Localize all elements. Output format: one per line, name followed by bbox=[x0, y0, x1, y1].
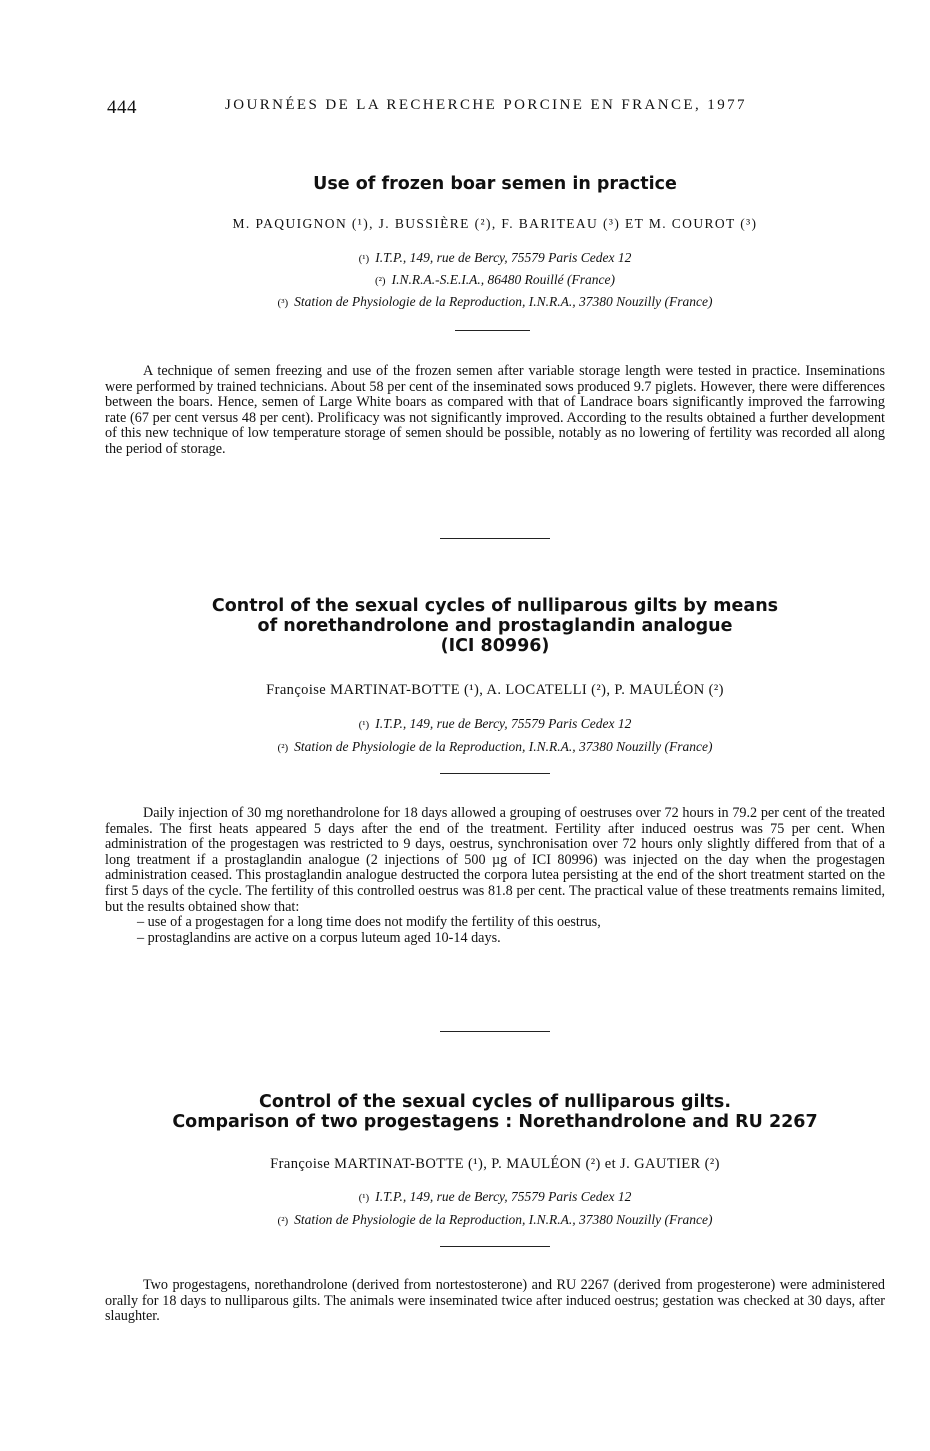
article-3-title-line: Comparison of two progestagens : Norethandrolone and RU 2267 bbox=[172, 1112, 818, 1132]
abstract-paragraph: Daily injection of 30 mg norethandrolone for 18 days allowed a grouping of oestruses over 72 hours in 79.2 per cent of the treated females. The first heats appeared 5 days after the end of the treatment. Fertility after induced oestrus was 75 per cent. When administration of the progestagen was restricted to 9 days, oestrus, synchronisation over 72 hours only slightly differed from that of a long treatment if a prostaglandin analogue (2 injections of 500 µg of ICI 80996) was injected on the day when the progestagen administration ceased. This prostaglandin analogue destructed the corpora lutea persisting at the end of the short treatment started on the first 5 days of the cycle. The fertility of this controlled oestrus was 81.8 per cent. The practical value of these treatments remains limited, but the results obtained show that: bbox=[105, 805, 885, 915]
article-3-authors: Françoise MARTINAT-BOTTE (¹), P. MAULÉON (²) et J. GAUTIER (²) bbox=[270, 1156, 720, 1172]
list-item: – prostaglandins are active on a corpus luteum aged 10-14 days. bbox=[137, 929, 501, 946]
article-3-affiliation: (²) Station de Physiologie de la Reproduction, I.N.R.A., 37380 Nouzilly (France) bbox=[277, 1212, 713, 1227]
article-1-title bbox=[0, 174, 930, 194]
running-title: JOURNÉES DE LA RECHERCHE PORCINE EN FRANCE, 1977 bbox=[225, 97, 747, 113]
article-2-title-line: Control of the sexual cycles of nulliparous gilts by means bbox=[211, 596, 779, 616]
article-2-affiliation: (²) Station de Physiologie de la Reproduction, I.N.R.A., 37380 Nouzilly (France) bbox=[277, 739, 713, 754]
section-divider bbox=[440, 1031, 550, 1032]
article-3-abstract bbox=[105, 1278, 885, 1325]
article-1-abstract bbox=[105, 364, 885, 458]
article-2-abstract bbox=[105, 806, 885, 946]
article-1-title-line: Use of frozen boar semen in practice bbox=[313, 174, 677, 194]
article-1-affiliation: (²) I.N.R.A.-S.E.I.A., 86480 Rouillé (France) bbox=[374, 272, 616, 287]
article-2-title-line: (ICI 80996) bbox=[440, 636, 550, 656]
abstract-paragraph: A technique of semen freezing and use of the frozen semen after variable storage length were tested in practice. Inseminations were performed by trained technicians. About 58 per cent of the inseminated sows produced 9.7 piglets. However, there were differences between the boars. Hence, semen of Large White boars as compared with that of Landrace boars significantly improved the farrowing rate (67 per cent versus 48 per cent). Prolificacy was not significantly improved. According to the results obtained a further development of this new technique of low temperature storage of semen should be possible, notably as no lowering of fertility was recorded all along the period of storage. bbox=[105, 363, 885, 457]
article-1-authors: M. PAQUIGNON (¹), J. BUSSIÈRE (²), F. BARITEAU (³) ET M. COUROT (³) bbox=[232, 216, 758, 231]
abstract-paragraph: Two progestagens, norethandrolone (derived from nortestosterone) and RU 2267 (derived from progesterone) were administered orally for 18 days to nulliparous gilts. The animals were inseminated twice after induced oestrus; gestation was checked at 30 days, after slaughter. bbox=[105, 1277, 885, 1325]
divider-short bbox=[440, 773, 550, 774]
divider-short bbox=[440, 1246, 550, 1247]
article-2-title bbox=[0, 596, 930, 656]
article-1-affiliation: (¹) I.T.P., 149, rue de Bercy, 75579 Paris Cedex 12 bbox=[358, 250, 632, 265]
article-2-affiliation: (¹) I.T.P., 149, rue de Bercy, 75579 Paris Cedex 12 bbox=[358, 716, 632, 731]
divider-short bbox=[455, 330, 530, 331]
article-3-title-line: Control of the sexual cycles of nulliparous gilts. bbox=[259, 1092, 731, 1112]
article-1-affiliation: (³) Station de Physiologie de la Reproduction, I.N.R.A., 37380 Nouzilly (France) bbox=[277, 294, 713, 309]
article-3-affiliation: (¹) I.T.P., 149, rue de Bercy, 75579 Paris Cedex 12 bbox=[358, 1189, 632, 1204]
article-3-title bbox=[0, 1092, 930, 1132]
page-number: 444 bbox=[107, 97, 137, 118]
article-2-title-line: of norethandrolone and prostaglandin analogue bbox=[257, 616, 733, 636]
article-2-authors: Françoise MARTINAT-BOTTE (¹), A. LOCATELLI (²), P. MAULÉON (²) bbox=[266, 682, 724, 698]
list-item: – use of a progestagen for a long time does not modify the fertility of this oestrus, bbox=[137, 914, 601, 931]
section-divider bbox=[440, 538, 550, 539]
